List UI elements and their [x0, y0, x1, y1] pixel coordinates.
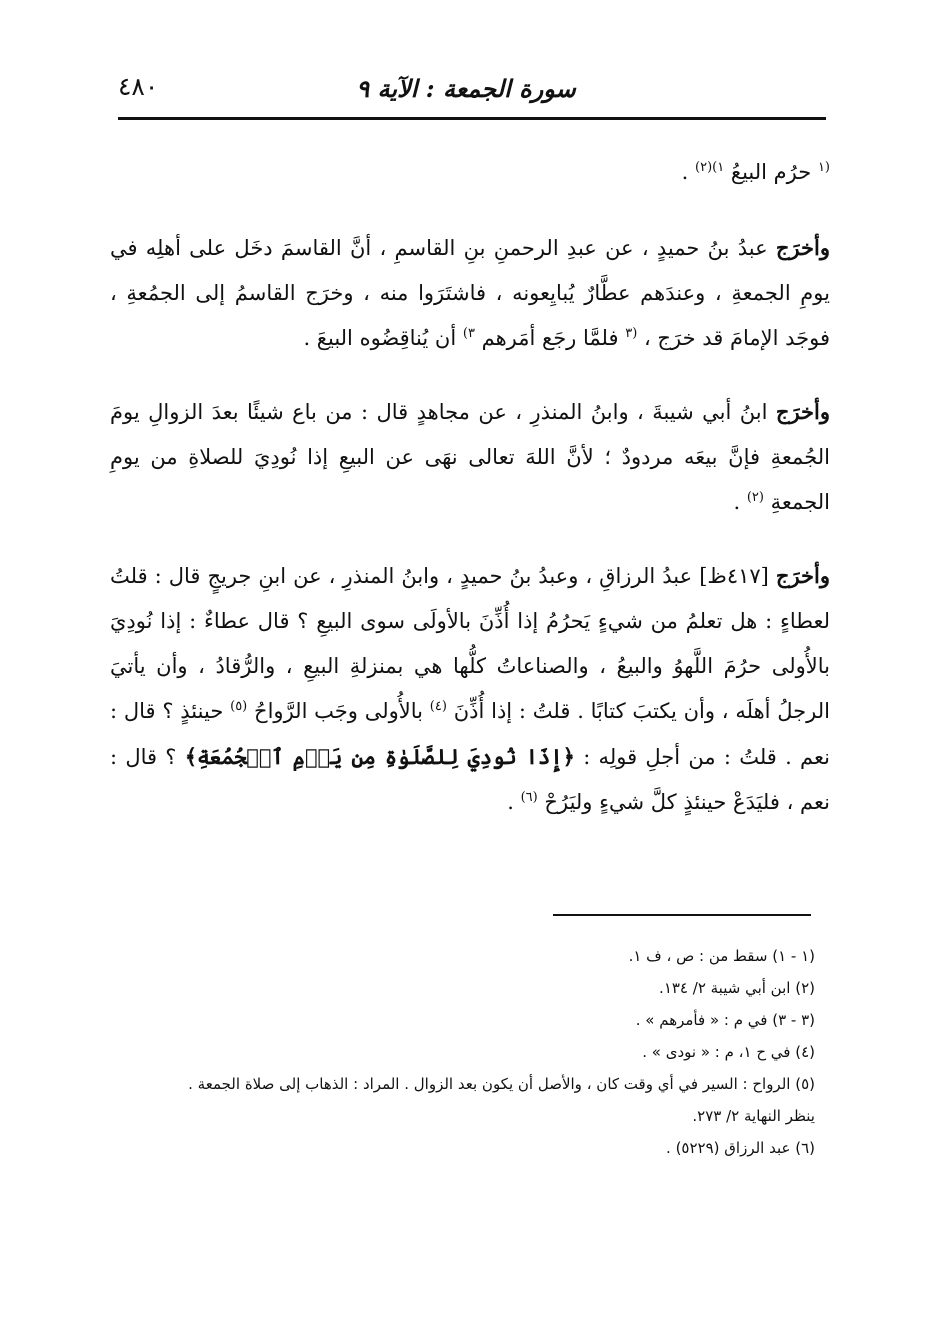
running-title: سورة الجمعة : الآية ٩ [356, 74, 576, 103]
manuscript-folio-marker: [٤١٧ظ] [699, 564, 769, 588]
paragraph [110, 389, 830, 525]
paragraph-text: عبدُ بنُ حميدٍ ، عن عبدِ الرحمنِ بنِ القاسمِ ، أنَّ القاسمَ دخَل على أهلِه في يومِ الجمعةِ ، وعندَهم عطَّارٌ يُبايِعونه ، فاشتَرَوا منه ، وخرَج القاسمُ إلى الجمُعةِ ، فوجَد الإمامَ قد خرَج ، [110, 236, 830, 350]
paragraph-end: . [733, 490, 741, 514]
footnote-ref: ٣) [462, 326, 475, 341]
paragraph-text: ابنُ أبي شيبةَ ، وابنُ المنذرِ ، عن مجاهدٍ قال : من باع شيئًا بعدَ الزوالِ يومَ الجُمعةِ فإنَّ بيعَه مردودٌ ؛ لأنَّ اللهَ تعالى نهَى عن البيعِ إذا نُودِيَ للصلاةِ من يومِ الجمعةِ [110, 400, 830, 514]
footnote: (٥) الرواح : السير في أي وقت كان ، والأصل أن يكون بعد الزوال . المراد : الذهاب إلى صلاة الجمعة . [188, 1075, 815, 1093]
paragraph-continuation [110, 150, 830, 195]
footnote-continuation: ينظر النهاية ٢/ ٢٧٣. [692, 1107, 815, 1125]
footnote: (٢) ابن أبي شيبة ٢/ ١٣٤. [659, 979, 815, 997]
footnote-ref: (٣ [625, 326, 638, 341]
paragraph-end: . [507, 790, 514, 814]
footnote: (١ - ١) سقط من : ص ، ف ١. [628, 947, 815, 965]
footnote: (٤) في ح ١، م : « نودى » . [642, 1043, 815, 1061]
footnote: (٣ - ٣) في م : « فأمرهم » . [635, 1011, 815, 1029]
paragraph-text: عبدُ الرزاقِ ، وعبدُ بنُ حميدٍ ، وابنُ المنذرِ ، عن ابنِ جريجٍ قال : قلتُ لعطاءٍ : هل تعلمُ من شيءٍ يَحرُمُ إذا أُذِّنَ بالأولَى سوى البيعِ ؟ قال عطاءٌ : إذا نُودِيَ بالأُولى حرُمَ اللَّهوُ والبيعُ ، والصناعاتُ كلُّها هي بمنزلةِ البيعِ ، والرُّقادُ ، وأن يأتيَ الرجلُ أهلَه ، وأن يكتبَ كتابًا . قلتُ : إذا أُذِّنَ [110, 564, 830, 723]
quran-quote: ﴿إِذَا نُودِيَ لِلصَّلَوٰةِ مِن يَوۡمِ ٱلۡجُمُعَةِ﴾ [184, 744, 575, 769]
paragraph [110, 553, 830, 825]
paragraph-text: حرُم البيعُ [730, 160, 812, 184]
paragraph-text: فلمَّا رجَع أمَرهم [481, 326, 619, 350]
paragraph-lead: وأخرَج [775, 563, 830, 588]
page-number: ٤٨٠ [118, 72, 159, 101]
page-header [118, 70, 814, 108]
footnote-ref: (٤) [429, 699, 447, 714]
footnote-ref: (٦) [520, 790, 538, 805]
footnote-ref: (٢) [746, 490, 764, 505]
paragraph-text: حينئذٍ ؟ قال : نعم . قلتُ : من أجلِ قولِه : [110, 699, 830, 769]
header-rule [118, 117, 826, 120]
paragraph-text: بالأُولى وجَب الرَّواحُ [254, 699, 423, 723]
footnotes [110, 942, 815, 1166]
footnote: (٦) عبد الرزاق (٥٢٢٩) . [666, 1139, 815, 1157]
paragraph-lead: وأخرَج [775, 235, 830, 260]
paragraph-text: ؟ قال : نعم ، فليَدَعْ حينئذٍ كلَّ شيءٍ وليَرُحْ [110, 745, 830, 814]
paragraph-end: . [681, 160, 689, 184]
paragraph [110, 225, 830, 361]
footnote-ref: (٥) [230, 699, 248, 714]
footnote-ref: (١ [817, 160, 830, 175]
main-text [110, 150, 830, 853]
footnote-ref: ١)(٢) [695, 160, 725, 175]
footnote-separator [553, 914, 811, 916]
paragraph-lead: وأخرَج [775, 399, 830, 424]
paragraph-text: أن يُناقِضُوه البيعَ . [303, 326, 457, 350]
